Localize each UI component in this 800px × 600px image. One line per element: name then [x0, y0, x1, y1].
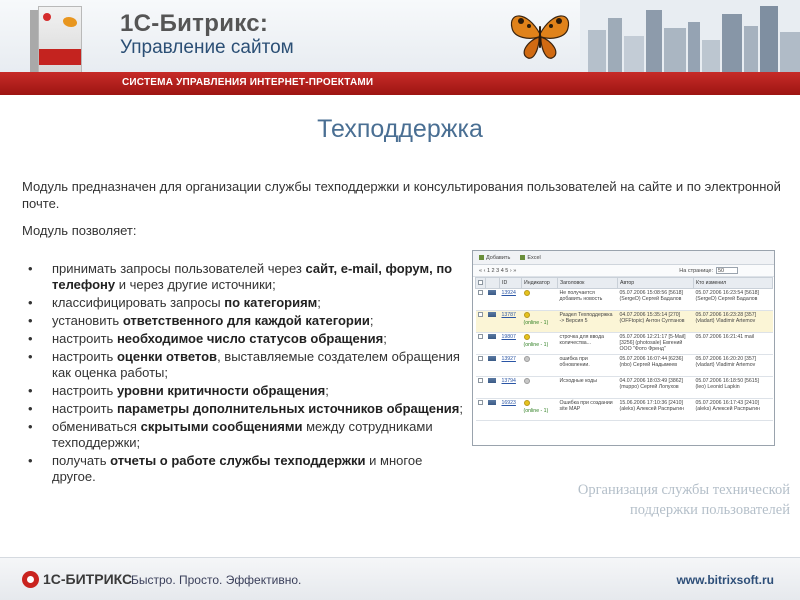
ticket-author: 05.07.2006 12:21:17 [5-Mail] [3256] (photosale) Евгений ООО "Фото Френд" — [618, 333, 694, 355]
product-title: 1С-Битрикс: — [120, 10, 269, 37]
table-row[interactable] — [476, 333, 773, 355]
tagline: СИСТЕМА УПРАВЛЕНИЯ ИНТЕРНЕТ-ПРОЕКТАМИ — [122, 77, 374, 88]
status-indicator-icon — [524, 334, 530, 340]
ticket-subject: Ошибка при создании site MAP — [558, 399, 618, 421]
feature-item: • классифицировать запросы по категориям; — [24, 295, 464, 311]
ticket-changed-by: 05.07.2006 16:23:54 [5618] (SergeD) Сергей Бадалов — [694, 289, 773, 311]
per-page-select[interactable]: 50 — [716, 267, 738, 274]
status-indicator-icon — [524, 290, 530, 296]
bitrix-logo-icon — [22, 571, 39, 588]
table-row[interactable] — [476, 311, 773, 333]
ticket-subject: ошибка при обновлении. — [558, 355, 618, 377]
feature-item: • обмениваться скрытыми сообщениями между сотрудниками техподдержки; — [24, 419, 464, 451]
table-row[interactable] — [476, 355, 773, 377]
footer-slogan: Быстро. Просто. Эффективно. — [131, 573, 302, 587]
feature-list — [24, 261, 464, 487]
row-checkbox[interactable] — [478, 378, 483, 383]
ticket-changed-by: 05.07.2006 16:17:43 [2410] (aleks) Алексей Распрыгин — [694, 399, 773, 421]
pager — [473, 265, 774, 277]
status-indicator-icon — [524, 400, 530, 406]
page-links[interactable]: « ‹ 1 2 3 4 5 › » — [479, 267, 517, 274]
ticket-author: 04.07.2006 15:35:14 [270] (OFFtopic) Антон Султанов — [618, 311, 694, 333]
add-button[interactable]: Добавить — [479, 255, 510, 261]
col-id[interactable]: ID — [500, 278, 522, 289]
online-count: (online - 1) — [523, 320, 549, 327]
slide-title: Техподдержка — [317, 115, 483, 143]
add-icon — [479, 255, 484, 260]
feature-item: • получать отчеты о работе службы техподдержки и многое другое. — [24, 453, 464, 485]
ticket-changed-by: 05.07.2006 16:23:28 [357] (vladart) Vladimir Artemov — [694, 311, 773, 333]
row-menu-icon[interactable] — [488, 378, 496, 383]
ticket-author: 05.07.2006 15:08:56 [5618] (SergeD) Сергей Бадалов — [618, 289, 694, 311]
city-skyline-image — [580, 0, 800, 72]
support-tickets-screenshot — [472, 250, 775, 446]
ticket-subject: Не получается добавить новость — [558, 289, 618, 311]
tagline-bar — [0, 72, 800, 95]
table-header-row — [476, 278, 773, 289]
row-menu-icon[interactable] — [488, 334, 496, 339]
header-banner — [0, 0, 800, 95]
table-row[interactable] — [476, 289, 773, 311]
row-checkbox[interactable] — [478, 290, 483, 295]
table-row[interactable] — [476, 377, 773, 399]
tickets-table — [475, 277, 773, 421]
ticket-author: 05.07.2006 16:07:44 [6236] (nbo) Сергей Надымеев — [618, 355, 694, 377]
ticket-subject: Раздел Техподдержка -> Версия 5 — [558, 311, 618, 333]
row-menu-icon[interactable] — [488, 400, 496, 405]
butterfly-icon — [505, 8, 575, 63]
ticket-changed-by: 05.07.2006 16:21:41 mail — [694, 333, 773, 355]
ticket-id-link[interactable]: 13924 — [501, 290, 516, 296]
status-indicator-icon — [524, 312, 530, 318]
col-indicator[interactable]: Индикатор — [522, 278, 558, 289]
row-checkbox[interactable] — [478, 312, 483, 317]
footer-url[interactable]: www.bitrixsoft.ru — [676, 573, 774, 587]
excel-button[interactable]: Excel — [520, 255, 540, 261]
ticket-id-link[interactable]: 13927 — [501, 356, 516, 362]
row-checkbox[interactable] — [478, 334, 483, 339]
product-subtitle: Управление сайтом — [120, 37, 294, 58]
online-count: (online - 1) — [523, 408, 549, 415]
feature-item: • принимать запросы пользователей через сайт, e-mail, форум, по телефону и через другие источники; — [24, 261, 464, 293]
allows-heading: Модуль позволяет: — [22, 223, 137, 238]
row-menu-icon[interactable] — [488, 290, 496, 295]
intro-paragraph: Модуль предназначен для организации службы техподдержки и консультирования пользователей на сайте и по электронной почте. — [22, 179, 781, 211]
caption: Организация службы технической поддержки пользователей — [577, 482, 790, 518]
excel-icon — [520, 255, 525, 260]
ticket-id-link[interactable]: 16923 — [501, 400, 516, 406]
status-indicator-icon — [524, 378, 530, 384]
ticket-changed-by: 05.07.2006 16:18:50 [5615] (leo) Leonid Lapkin — [694, 377, 773, 399]
feature-item: • установить ответственного для каждой категории; — [24, 313, 464, 329]
ticket-id-link[interactable]: 13794 — [501, 378, 516, 384]
status-indicator-icon — [524, 356, 530, 362]
row-menu-icon[interactable] — [488, 312, 496, 317]
ticket-subject: строчка для ввода количества... — [558, 333, 618, 355]
col-changed-by[interactable]: Кто изменил — [694, 278, 773, 289]
row-menu-icon[interactable] — [488, 356, 496, 361]
feature-item: • настроить параметры дополнительных источников обращения; — [24, 401, 464, 417]
col-subject[interactable]: Заголовок — [558, 278, 618, 289]
product-box-image — [30, 6, 86, 78]
ticket-author: 04.07.2006 18:03:49 [3862] (muppo) Сергей Лопухов — [618, 377, 694, 399]
feature-item: • настроить необходимое число статусов обращения; — [24, 331, 464, 347]
ticket-id-link[interactable]: 19807 — [501, 334, 516, 340]
row-checkbox[interactable] — [478, 356, 483, 361]
ticket-changed-by: 05.07.2006 16:20:20 [357] (vladart) Vladimir Artemov — [694, 355, 773, 377]
ticket-id-link[interactable]: 13787 — [501, 312, 516, 318]
ticket-author: 15.06.2006 17:10:36 [2410] (aleks) Алексей Распрыгин — [618, 399, 694, 421]
col-author[interactable]: Автор — [618, 278, 694, 289]
online-count: (online - 1) — [523, 342, 549, 349]
feature-item: • настроить оценки ответов, выставляемые создателем обращения как оценка работы; — [24, 349, 464, 381]
feature-item: • настроить уровни критичности обращения; — [24, 383, 464, 399]
table-row[interactable] — [476, 399, 773, 421]
footer — [0, 557, 800, 600]
screenshot-toolbar — [473, 251, 774, 265]
tickets-tbody — [476, 289, 773, 421]
select-all-checkbox[interactable] — [478, 280, 483, 285]
row-checkbox[interactable] — [478, 400, 483, 405]
ticket-subject: Исходные коды — [558, 377, 618, 399]
per-page-label: На странице: — [679, 267, 713, 274]
footer-logo: 1С-БИТРИКС — [43, 571, 133, 587]
